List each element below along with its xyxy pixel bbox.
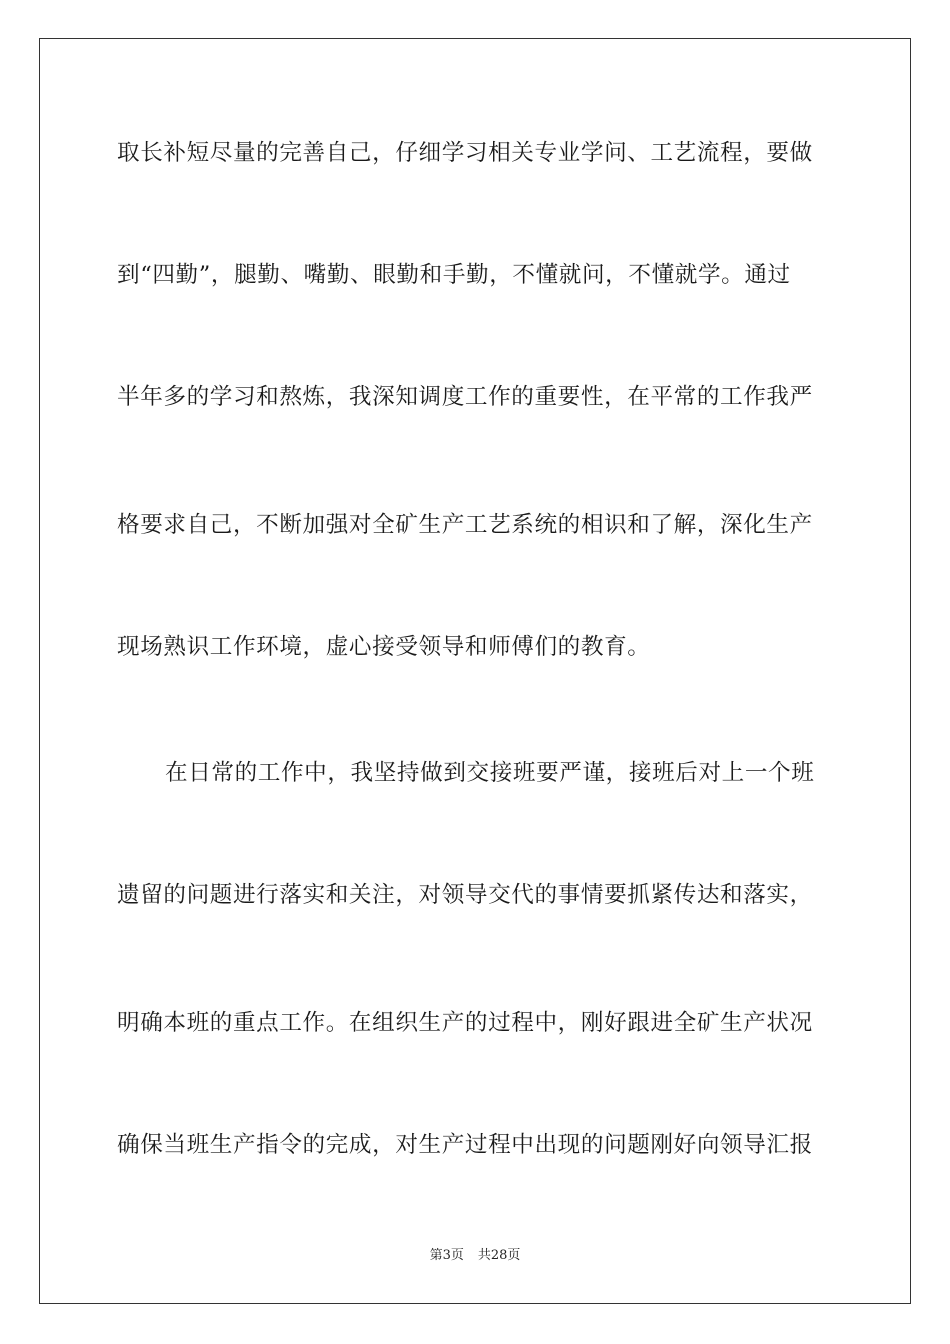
body-text-line: 确保当班生产指令的完成，对生产过程中出现的问题刚好向领导汇报	[117, 1132, 813, 1158]
body-text-line: 明确本班的重点工作。在组织生产的过程中，刚好跟进全矿生产状况	[117, 1010, 813, 1036]
body-text-line: 到“四勤”，腿勤、嘴勤、眼勤和手勤，不懂就问，不懂就学。通过	[117, 262, 791, 288]
paragraph-first-line: 在日常的工作中，我坚持做到交接班要严谨，接班后对上一个班	[165, 760, 815, 786]
body-text-line: 半年多的学习和熬炼，我深知调度工作的重要性，在平常的工作我严	[117, 384, 813, 410]
body-text-line: 取长补短尽量的完善自己，仔细学习相关专业学问、工艺流程，要做	[117, 140, 813, 166]
page-border	[39, 38, 911, 1304]
page-number: 第3页	[429, 1248, 464, 1263]
body-text-line: 格要求自己，不断加强对全矿生产工艺系统的相识和了解，深化生产	[117, 512, 813, 538]
body-text-line: 遗留的问题进行落实和关注，对领导交代的事情要抓紧传达和落实，	[117, 882, 813, 908]
page-total: 共28页	[477, 1248, 521, 1263]
body-text-line: 现场熟识工作环境，虚心接受领导和师傅们的教育。	[117, 634, 651, 660]
page-footer	[0, 1247, 950, 1265]
